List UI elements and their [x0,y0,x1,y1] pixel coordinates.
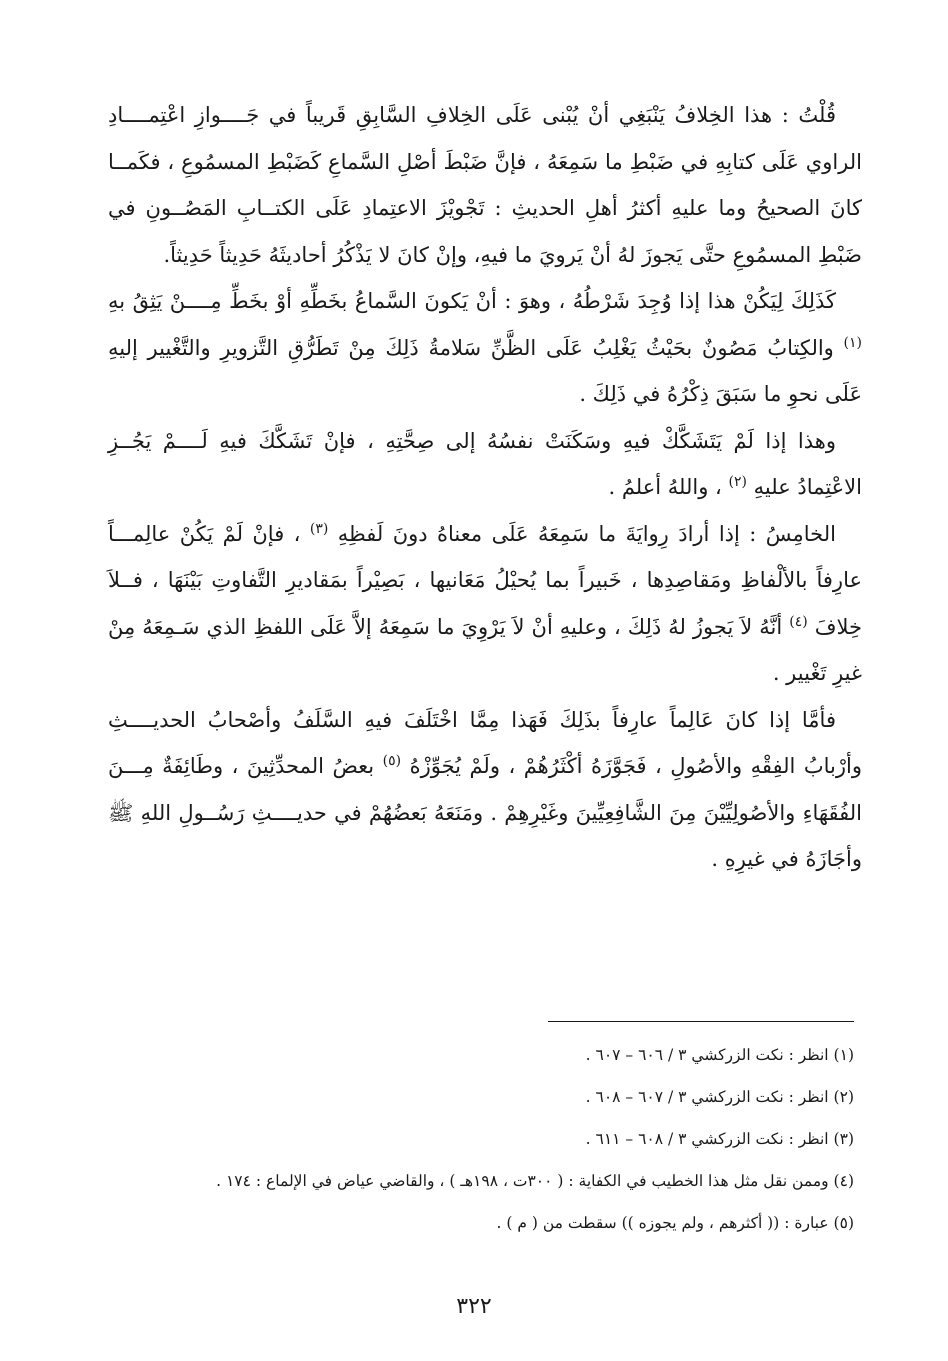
footnote-divider [548,1021,854,1022]
footnote-number: (١) [833,1046,854,1064]
footnote-ref-4[interactable]: (٤) [789,613,808,630]
paragraph-1 [108,92,862,278]
paragraph-4-text-start: الخامِسُ : إذا أرادَ رِوايَةَ ما سَمِعَهُ عَلَى معناهُ دونَ لَفظِهِ [337,521,836,546]
footnote-ref-1[interactable]: (١) [843,334,862,351]
footnote-text: عبارة : (( أكثرهم ، ولم يجوزه )) سقطت من ( م ) . [496,1214,829,1232]
footnote-ref-3[interactable]: (٣) [309,520,329,537]
paragraph-2 [108,278,862,418]
paragraph-4-text-middle: ، فإنْ لَمْ يَكُنْ عالِمـــاً عارِفاً بالألْفاظِ ومَقاصِدِها ، خَبيراً بما يُحيْلُ مَعَانيها ، بَصِيْراً بمَقاديرِ التَّفاوتِ بَيْنَهَا ، فــلاَ خِلافَ [108,521,862,639]
footnote-number: (٥) [833,1214,854,1232]
footnote-text: وممن نقل مثل هذا الخطيب في الكفاية : ( ٣٠٠ت ، ١٩٨هـ ) ، والقاضي عياض في الإلماع : ١٧٤ . [216,1172,829,1190]
footnote-5 [108,1208,854,1250]
footnote-number: (٣) [833,1130,854,1148]
paragraph-3-text-end: ، واللهُ أعلمُ . [608,475,722,499]
paragraph-4 [108,511,862,697]
page-number: ٣٢٢ [456,1294,492,1319]
footnote-text: انظر : نكت الزركشي ٣ / ٦٠٦ – ٦٠٧ . [585,1046,829,1064]
paragraph-5-text-start: فأمَّا إذا كانَ عَالِماً عارِفاً بذَلِكَ فَهَذا مِمَّا اخْتَلَفَ فيهِ السَّلَفُ وأصْحابُ الحديــــثِ وأرْبابُ الفِقْهِ والأصُولِ ، فَجَوَّزَهُ أكْثَرُهُمْ ، ولَمْ يُجَوِّزْهُ [108,707,862,778]
paragraph-5-text-end: بعضُ المحدِّثِينَ ، وطَائِفَةٌ مِـــنَ الفُقَهَاءِ والأصُولِيِّيْنَ مِنَ الشَّافِعِيِّينَ وغَيْرِهِمْ . ومَنَعَهُ بَعضُهُمْ في حديــــثِ رَسُــولِ اللهِ ﷺ وأجَازَهُ في غيرِهِ . [108,754,862,871]
paragraph-5 [108,697,862,883]
footnote-ref-5[interactable]: (٥) [382,753,402,769]
footnote-text: انظر : نكت الزركشي ٣ / ٦٠٨ – ٦١١ . [585,1130,829,1148]
paragraph-3 [108,418,862,511]
paragraph-3-text-start: وهذا إذا لَمْ يَتَشَكَّكْ فيهِ وسَكَنَتْ نفسُهُ إلى صِحَّتِهِ ، فإنْ تَشَكَّكَ فيهِ لَــــمْ يَجُــزِ الاعْتِمادُ عليهِ [108,428,862,499]
footnote-2 [108,1082,854,1124]
footnotes-section [108,1040,854,1250]
footnote-4 [108,1166,854,1208]
footnote-3 [108,1124,854,1166]
footnote-number: (٤) [833,1172,854,1190]
footnote-text: انظر : نكت الزركشي ٣ / ٦٠٧ – ٦٠٨ . [585,1088,829,1106]
paragraph-1-text: قُلْتُ : هذا الخِلافُ يَنْبَغِي أنْ يُبْنى عَلَى الخِلافِ السَّابِقِ قَريباً في جَــــوازِ اعْتِمــــادِ الراوي عَلَى كتابِهِ في ضَبْطِ ما سَمِعَهُ ، فإنَّ ضَبْطَ أصْلِ السَّماعِ كَضَبْطِ المسمُوعِ ، فكَمــا كانَ الصحيحُ وما عليهِ أكثرُ أهلِ الحديثِ : تَجْويْزَ الاعتِمادِ عَلَى الكتــابِ المَصُــونِ في ضَبْطِ المسمُوعِ حتَّى يَجوزَ لهُ أنْ يَرويَ ما فيهِ، وإنْ كانَ لا يَذْكُرُ أحاديثَهُ حَدِيثاً حَدِيثاً. [108,103,862,267]
footnote-ref-2[interactable]: (٢) [728,474,747,490]
main-text-body [108,92,862,883]
footnote-1 [108,1040,854,1082]
footnote-number: (٢) [833,1088,854,1106]
paragraph-4-text-end: أنَّهُ لاَ يَجوزُ لهُ ذَلِكَ ، وعليهِ أنْ لاَ يَرْوِيَ ما سَمِعَهُ إلاَّ عَلَى اللفظِ الذي سَـمِعَهُ مِنْ غيرِ تَغْيير . [108,614,862,685]
paragraph-2-text-end: والكِتابُ مَصُونٌ بحَيْثُ يَغْلِبُ عَلَى الظَّنِّ سَلامةُ ذَلِكَ مِنْ تَطَرُّقِ التَّزويرِ والتَّغْيير إليهِ عَلَى نحوِ ما سَبَقَ ذِكْرُهُ في ذَلِكَ . [108,335,862,406]
paragraph-2-text-start: كَذَلِكَ لِيَكُنْ هذا إذا وُجِدَ شَرْطُهُ ، وهوَ : أنْ يَكونَ السَّماعُ بخَطِّهِ أوْ بخَطِّ مِــــنْ يَثِقُ بهِ [108,289,836,313]
